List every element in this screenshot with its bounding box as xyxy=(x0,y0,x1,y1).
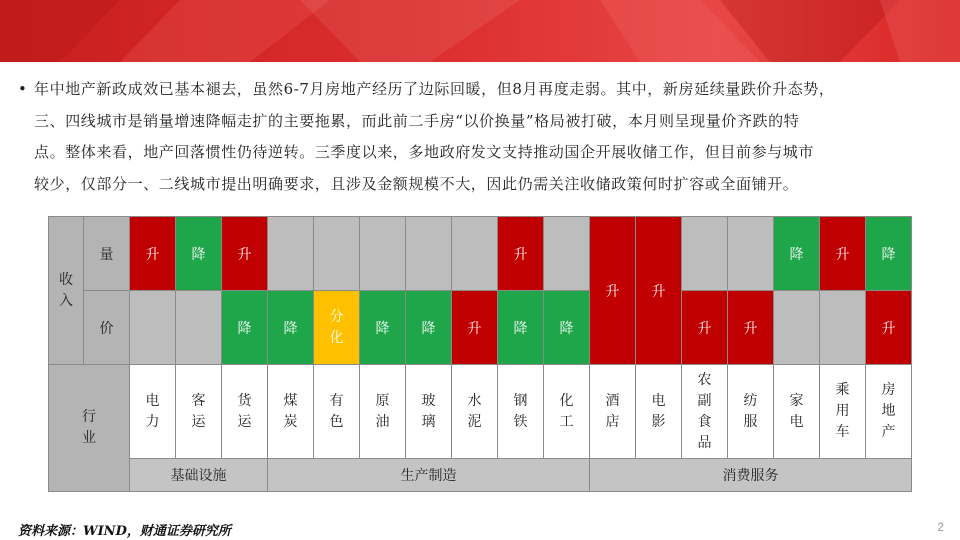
price-cell-empty xyxy=(774,291,820,365)
industry-name: 乘用车 xyxy=(820,365,866,459)
price-cell-empty xyxy=(176,291,222,365)
volume-cell-up: 升 xyxy=(820,217,866,291)
price-label: 价 xyxy=(84,291,130,365)
volume-label: 量 xyxy=(84,217,130,291)
volume-cell-up: 升 xyxy=(498,217,544,291)
paragraph-line-3: 点。整体来看，地产回落惯性仍待逆转。三季度以来，多地政府发文支持推动国企开展收储工作，但目前参与城市 xyxy=(34,143,815,161)
volume-cell-up: 升 xyxy=(130,217,176,291)
volume-cell-empty xyxy=(360,217,406,291)
industry-name: 酒店 xyxy=(590,365,636,459)
source-note: 资料来源：WIND，财通证券研究所 xyxy=(18,524,231,539)
merged-up-cell: 升 xyxy=(590,217,636,365)
volume-cell-empty xyxy=(544,217,590,291)
volume-cell-empty xyxy=(682,217,728,291)
industry-name: 电力 xyxy=(130,365,176,459)
price-cell-up: 升 xyxy=(682,291,728,365)
industry-matrix-table xyxy=(48,216,912,492)
header-banner xyxy=(0,0,960,62)
price-cell-empty xyxy=(130,291,176,365)
volume-cell-down: 降 xyxy=(774,217,820,291)
industry-name: 水泥 xyxy=(452,365,498,459)
price-cell-mixed: 分化 xyxy=(314,291,360,365)
price-cell-empty xyxy=(820,291,866,365)
industry-name: 有色 xyxy=(314,365,360,459)
volume-cell-down: 降 xyxy=(866,217,912,291)
volume-cell-down: 降 xyxy=(176,217,222,291)
industry-name: 纺服 xyxy=(728,365,774,459)
page-number: 2 xyxy=(937,520,944,534)
volume-cell-empty xyxy=(452,217,498,291)
volume-cell-empty xyxy=(406,217,452,291)
industry-label: 行业 xyxy=(49,365,130,492)
bullet-icon: • xyxy=(18,80,28,98)
category-label: 消费服务 xyxy=(590,459,912,492)
paragraph-line-4: 较少，仅部分一、二线城市提出明确要求，且涉及金额规模不大，因此仍需关注收储政策何时扩容或全面铺开。 xyxy=(34,174,799,193)
price-cell-down: 降 xyxy=(268,291,314,365)
industry-name: 客运 xyxy=(176,365,222,459)
volume-cell-empty xyxy=(268,217,314,291)
summary-paragraph xyxy=(18,74,948,200)
industry-name: 农副食品 xyxy=(682,365,728,459)
volume-cell-empty xyxy=(314,217,360,291)
price-cell-down: 降 xyxy=(544,291,590,365)
industry-name: 货运 xyxy=(222,365,268,459)
price-cell-down: 降 xyxy=(498,291,544,365)
industry-name: 钢铁 xyxy=(498,365,544,459)
price-cell-down: 降 xyxy=(360,291,406,365)
industry-name: 家电 xyxy=(774,365,820,459)
industry-name: 电影 xyxy=(636,365,682,459)
industry-name: 化工 xyxy=(544,365,590,459)
banner-pattern xyxy=(0,0,960,62)
price-cell-down: 降 xyxy=(222,291,268,365)
industry-name: 原油 xyxy=(360,365,406,459)
paragraph-line-2: 三、四线城市是销量增速降幅走扩的主要拖累，而此前二手房“以价换量”格局被打破，本月则呈现量价齐跌的特 xyxy=(34,111,800,130)
row-label-income: 收入 xyxy=(49,217,84,365)
price-cell-up: 升 xyxy=(728,291,774,365)
volume-cell-up: 升 xyxy=(222,217,268,291)
category-label: 生产制造 xyxy=(268,459,590,492)
merged-up-cell: 升 xyxy=(636,217,682,365)
price-cell-down: 降 xyxy=(406,291,452,365)
paragraph-line-1: • 年中地产新政成效已基本褪去，虽然6-7月房地产经历了边际回暖，但8月再度走弱。其中，新房延续量跌价升态势， xyxy=(18,74,948,106)
industry-name: 房地产 xyxy=(866,365,912,459)
volume-cell-empty xyxy=(728,217,774,291)
price-cell-up: 升 xyxy=(452,291,498,365)
category-label: 基础设施 xyxy=(130,459,268,492)
industry-name: 煤炭 xyxy=(268,365,314,459)
price-cell-up: 升 xyxy=(866,291,912,365)
industry-name: 玻璃 xyxy=(406,365,452,459)
